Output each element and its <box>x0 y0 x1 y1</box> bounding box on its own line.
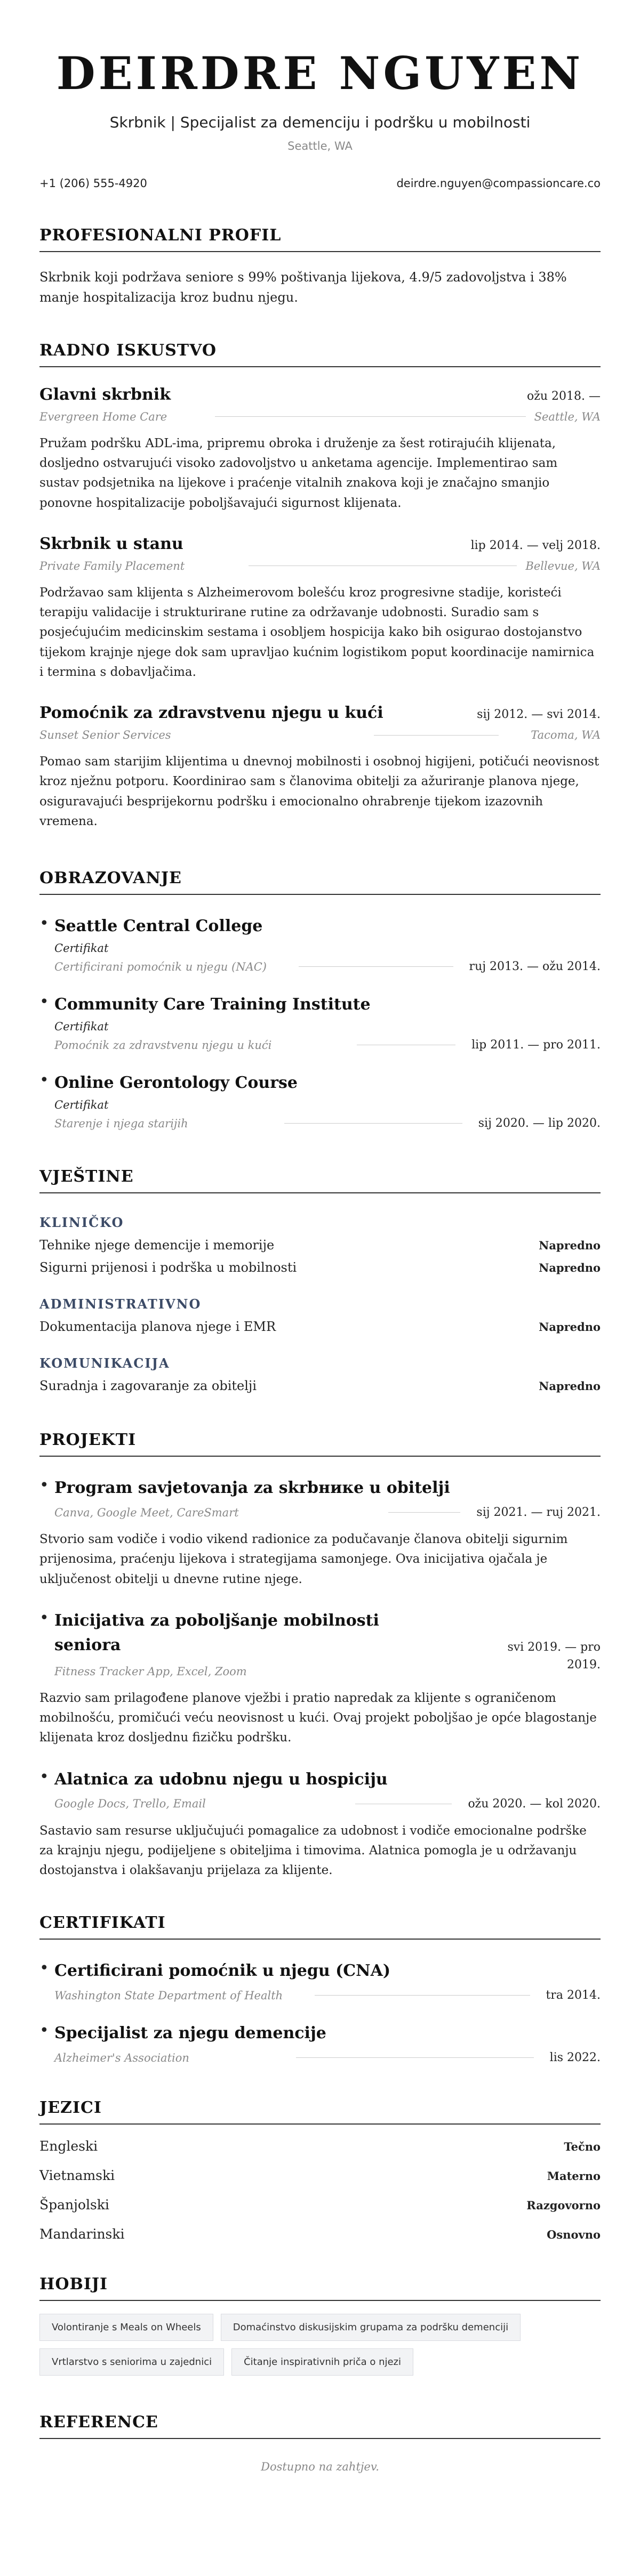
section-title-references: REFERENCE <box>39 2413 601 2439</box>
bullet-icon: • <box>39 1608 49 1627</box>
bullet-icon: • <box>39 914 49 933</box>
skill-group-title: ADMINISTRATIVNO <box>39 1296 202 1312</box>
resume-header <box>39 47 601 190</box>
education-dates: ruj 2013. — ožu 2014. <box>469 960 601 974</box>
skill-level: Napredno <box>539 1261 601 1275</box>
school-name: Seattle Central College <box>54 917 263 936</box>
project-title: Alatnica za udobnu njegu u hospiciju <box>54 1770 388 1789</box>
section-title-certificates: CERTIFIKATI <box>39 1913 601 1940</box>
certificate-entry <box>39 2021 601 2064</box>
skill-group <box>39 1355 601 1393</box>
job-title: Pomoćnik za zdravstvenu njegu u kući <box>39 704 383 723</box>
certificate-date: lis 2022. <box>549 2051 601 2065</box>
project-tools: Canva, Google Meet, CareSmart <box>54 1506 239 1519</box>
field-of-study: Starenje i njega starijih <box>54 1117 188 1130</box>
language-row <box>39 2138 601 2154</box>
project-title: Inicijativa za poboljšanje mobilnosti seniora <box>54 1611 379 1654</box>
bullet-icon: • <box>39 1959 49 1978</box>
leader-line <box>374 735 499 736</box>
section-title-projects: PROJEKTI <box>39 1431 601 1457</box>
language-name: Mandarinski <box>39 2226 125 2242</box>
skill-group-title: KLINIČKO <box>39 1215 124 1231</box>
project-entry <box>39 1609 601 1748</box>
section-title-profile: PROFESIONALNI PROFIL <box>39 226 601 252</box>
skill-level: Napredno <box>539 1239 601 1253</box>
project-dates: ožu 2020. — kol 2020. <box>468 1797 601 1811</box>
leader-line <box>299 966 453 967</box>
skill-group <box>39 1296 601 1334</box>
leader-line <box>284 1123 462 1124</box>
project-entry <box>39 1767 601 1881</box>
job-dates: ožu 2018. — <box>527 389 601 403</box>
skill-name: Suradnja i zagovaranje za obitelji <box>39 1378 257 1394</box>
profile-summary: Skrbnik koji podržava seniore s 99% poštivanja lijekova, 4.9/5 zadovoljstva i 38% manje hospitalizacija kroz budnu njegu. <box>39 270 567 305</box>
job-company: Evergreen Home Care <box>39 410 167 423</box>
school-name: Online Gerontology Course <box>54 1073 298 1093</box>
job-entry <box>39 704 601 831</box>
language-name: Vietnamski <box>39 2168 115 2184</box>
languages-section <box>39 2098 601 2242</box>
candidate-headline: Skrbnik | Specijalist za demenciju i podršku u mobilnosti <box>109 114 531 131</box>
language-level: Tečno <box>564 2140 601 2154</box>
degree: Certifikat <box>54 1099 109 1112</box>
certificate-issuer: Washington State Department of Health <box>54 1989 283 2002</box>
certificate-entry <box>39 1959 601 2002</box>
profile-section <box>39 226 601 308</box>
education-section <box>39 869 601 1130</box>
bullet-icon: • <box>39 1071 49 1090</box>
leader-line <box>215 416 525 417</box>
projects-section <box>39 1431 601 1880</box>
language-row <box>39 2226 601 2242</box>
job-company: Private Family Placement <box>39 559 185 572</box>
skill-row <box>39 1260 601 1275</box>
skill-level: Napredno <box>539 1379 601 1393</box>
section-title-education: OBRAZOVANJE <box>39 869 601 895</box>
bullet-icon: • <box>39 2021 49 2040</box>
leader-line <box>296 2057 534 2058</box>
education-entry <box>39 914 601 973</box>
field-of-study: Pomoćnik za zdravstvenu njegu u kući <box>54 1038 272 1052</box>
education-dates: sij 2020. — lip 2020. <box>478 1117 601 1130</box>
skill-name: Sigurni prijenosi i podrška u mobilnosti <box>39 1260 297 1275</box>
bullet-icon: • <box>39 1767 49 1786</box>
bullet-icon: • <box>39 992 49 1012</box>
hobby-tag: Čitanje inspirativnih priča o njezi <box>231 2348 413 2376</box>
project-dates: sij 2021. — ruj 2021. <box>476 1506 601 1520</box>
phone-number[interactable]: +1 (206) 555-4920 <box>39 177 147 190</box>
job-dates: lip 2014. — velj 2018. <box>470 538 601 552</box>
certificates-section <box>39 1913 601 2064</box>
references-section <box>39 2413 601 2473</box>
language-level: Razgovorno <box>526 2199 601 2212</box>
contact-row <box>39 177 601 190</box>
job-description: Pružam podršku ADL-ima, pripremu obroka i druženje za šest rotirajućih klijenata, dosljedno ostvarujući visoko zadovoljstvo u anketama agencije. Implementirao sam sustav podsjetnika na lijekove i praćenje vitalnih znakova koji je značajno smanjio ponovne hospitalizacije poboljšavajući sigurnost klijenata. <box>39 436 558 510</box>
project-description: Razvio sam prilagođene planove vježbi i pratio napredak za klijente s ograničenom mobilnošću, promičući veću neovisnost u kući. Ovaj projekt poboljšao je opće blagostanje klijenata kroz dosljednu fizičku podršku. <box>39 1691 597 1745</box>
language-row <box>39 2197 601 2212</box>
project-tools: Google Docs, Trello, Email <box>54 1797 206 1811</box>
language-name: Španjolski <box>39 2197 109 2213</box>
certificate-date: tra 2014. <box>546 1989 601 2002</box>
certificate-issuer: Alzheimer's Association <box>54 2051 189 2064</box>
skill-row <box>39 1238 601 1253</box>
job-description: Podržavao sam klijenta s Alzheimerovom bolešću kroz progresivne stadije, koristeći terapiju validacije i strukturirane rutine za održavanje udobnosti. Suradio sam s posjećujućim medicinskim sestama i osobljem hospicija kako bih osigurao dostojanstvo tijekom krajnje njege dok sam upravljao kućnim logistikom poput koordinacije namirnica i termina s dobavljačima. <box>39 585 595 679</box>
project-description: Sastavio sam resurse uključujući pomagalice za udobnost i vodiče emocionalne podrške za krajnju njegu, podijeljene s obiteljima i timovima. Alatnica pomogla je u održavanju dostojanstva i olakšavanju prijelaza za klijente. <box>39 1823 587 1878</box>
hobby-tag: Volontiranje s Meals on Wheels <box>39 2314 213 2341</box>
education-entry <box>39 992 601 1052</box>
job-location: Bellevue, WA <box>525 559 601 572</box>
job-title: Skrbnik u stanu <box>39 534 183 553</box>
certificate-title: Certificirani pomoćnik u njegu (CNA) <box>54 1961 391 1981</box>
references-note: Dostupno na zahtjev. <box>261 2460 379 2474</box>
section-title-skills: VJEŠTINE <box>39 1167 601 1193</box>
project-description: Stvorio sam vodiče i vodio vikend radionice za podučavanje članova obitelji sigurnim prijenosima, praćenju lijekova i strategijama samonjege. Ova inicijativa ojačala je uključenost obitelji u dnevne rutine njege. <box>39 1532 568 1586</box>
education-dates: lip 2011. — pro 2011. <box>471 1038 601 1052</box>
bullet-icon: • <box>39 1476 49 1495</box>
candidate-name: DEIRDRE NGUYEN <box>56 47 584 100</box>
project-dates: svi 2019. — pro 2019. <box>507 1640 601 1671</box>
job-entry <box>39 535 601 682</box>
job-location: Tacoma, WA <box>531 729 601 742</box>
field-of-study: Certificirani pomoćnik u njegu (NAC) <box>54 960 267 973</box>
language-name: Engleski <box>39 2138 98 2154</box>
section-title-hobbies: HOBIJI <box>39 2275 601 2301</box>
language-row <box>39 2168 601 2183</box>
language-level: Osnovno <box>547 2228 601 2242</box>
skill-level: Napredno <box>539 1320 601 1334</box>
job-company: Sunset Senior Services <box>39 729 171 742</box>
education-entry <box>39 1071 601 1130</box>
candidate-location: Seattle, WA <box>287 140 353 152</box>
project-tools: Fitness Tracker App, Excel, Zoom <box>54 1665 247 1678</box>
leader-line <box>388 1512 461 1513</box>
project-title: Program savjetovanja za skrbнике u obitelji <box>54 1479 450 1498</box>
certificate-title: Specijalist za njegu demencije <box>54 2024 326 2043</box>
skill-row <box>39 1378 601 1393</box>
section-title-languages: JEZICI <box>39 2098 601 2125</box>
skill-row <box>39 1319 601 1334</box>
section-title-experience: RADNO ISKUSTVO <box>39 341 601 367</box>
job-entry <box>39 385 601 513</box>
email-address[interactable]: deirdre.nguyen@compassioncare.co <box>396 177 601 190</box>
hobby-tags <box>39 2314 605 2376</box>
degree: Certifikat <box>54 942 109 955</box>
skill-name: Tehnike njege demencije i memorije <box>39 1238 275 1253</box>
project-entry <box>39 1476 601 1589</box>
job-dates: sij 2012. — svi 2014. <box>477 708 601 722</box>
job-title: Glavni skrbnik <box>39 385 171 404</box>
experience-section <box>39 341 601 831</box>
job-description: Pomao sam starijim klijentima u dnevnoj mobilnosti i osobnoj higijeni, potičući neovisnost kroz nježnu potporu. Koordinirao sam s članovima obitelji za ažuriranje planova njege, osiguravajući besprijekornu podršku i emocionalno ohrabrenje tijekom izazovnih vremena. <box>39 755 599 828</box>
degree: Certifikat <box>54 1020 109 1033</box>
skills-section <box>39 1167 601 1393</box>
skill-group <box>39 1215 601 1275</box>
job-location: Seattle, WA <box>534 410 601 423</box>
hobbies-section <box>39 2275 601 2376</box>
school-name: Community Care Training Institute <box>54 995 371 1014</box>
hobby-tag: Domaćinstvo diskusijskim grupama za podršku demenciji <box>221 2314 521 2341</box>
leader-line <box>315 1995 530 1996</box>
language-level: Materno <box>547 2169 601 2183</box>
hobby-tag: Vrtlarstvo s seniorima u zajednici <box>39 2348 224 2376</box>
skill-name: Dokumentacija planova njege i EMR <box>39 1319 276 1335</box>
skill-group-title: KOMUNIKACIJA <box>39 1355 170 1371</box>
